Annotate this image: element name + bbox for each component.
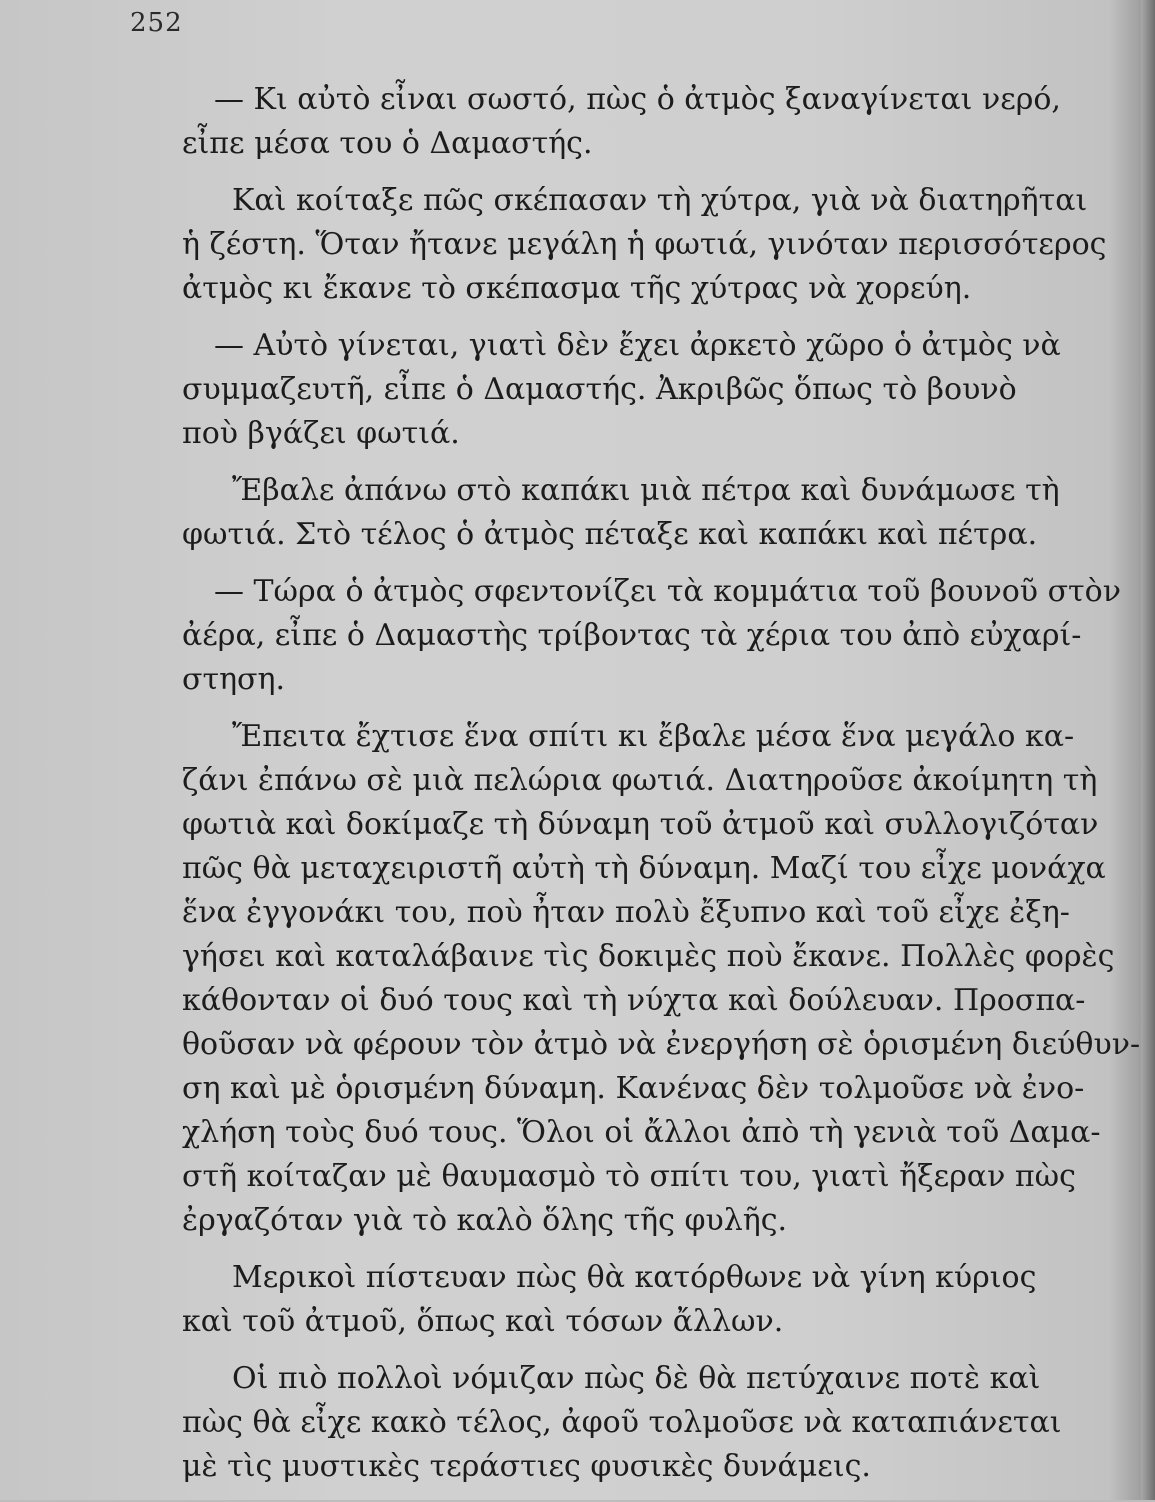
paragraph-8 — [132, 1357, 1062, 1489]
text-line: συμμαζευτῆ, εἶπε ὁ Δαμαστής. Ἀκριβῶς ὅπως τὸ βουνὸ — [182, 372, 1017, 407]
paragraph-5 — [132, 570, 1121, 702]
text-line: ἀέρα, εἶπε ὁ Δαμαστὴς τρίβοντας τὰ χέρια του ἀπὸ εὐχαρί- — [182, 618, 1082, 653]
page-number: 252 — [130, 8, 183, 38]
text-line: Ἔβαλε ἀπάνω στὸ καπάκι μιὰ πέτρα καὶ δυνάμωσε τὴ — [232, 473, 1060, 508]
text-line: θοῦσαν νὰ φέρουν τὸν ἀτμὸ νὰ ἐνεργήση σὲ ὁρισμένη διεύθυν- — [182, 1027, 1141, 1062]
text-line: ποὺ βγάζει φωτιά. — [182, 416, 460, 451]
paragraph-7 — [132, 1256, 1037, 1344]
text-line: πὼς θὰ εἶχε κακὸ τέλος, ἀφοῦ τολμοῦσε νὰ καταπιάνεται — [182, 1405, 1062, 1440]
text-line: Καὶ κοίταξε πῶς σκέπασαν τὴ χύτρα, γιὰ νὰ διατηρῆται — [232, 183, 1088, 218]
paragraph-3 — [132, 324, 1061, 456]
paragraph-4 — [132, 469, 1060, 557]
text-line: χλήση τοὺς δυό τους. Ὅλοι οἱ ἄλλοι ἀπὸ τὴ γενιὰ τοῦ Δαμα- — [182, 1115, 1101, 1150]
text-line: ἕνα ἐγγονάκι του, ποὺ ἦταν πολὺ ἔξυπνο καὶ τοῦ εἶχε ἐξη- — [182, 895, 1070, 930]
text-line: φωτιά. Στὸ τέλος ὁ ἀτμὸς πέταξε καὶ καπάκι καὶ πέτρα. — [182, 517, 1038, 552]
text-line: Ἔπειτα ἔχτισε ἕνα σπίτι κι ἔβαλε μέσα ἕνα μεγάλο κα- — [232, 719, 1075, 754]
text-line: ἡ ζέστη. Ὅταν ἤτανε μεγάλη ἡ φωτιά, γινόταν περισσότερος — [182, 227, 1107, 262]
paragraph-2 — [132, 179, 1107, 311]
text-line: φωτιὰ καὶ δοκίμαζε τὴ δύναμη τοῦ ἀτμοῦ καὶ συλλογιζόταν — [182, 807, 1099, 842]
text-line: γήσει καὶ καταλάβαινε τὶς δοκιμὲς ποὺ ἔκανε. Πολλὲς φορὲς — [182, 939, 1115, 974]
text-line: ση καὶ μὲ ὁρισμένη δύναμη. Κανένας δὲν τολμοῦσε νὰ ἐνο- — [182, 1071, 1085, 1106]
text-line: πῶς θὰ μεταχειριστῆ αὐτὴ τὴ δύναμη. Μαζί του εἶχε μονάχα — [182, 851, 1106, 886]
text-line: ἐργαζόταν γιὰ τὸ καλὸ ὅλης τῆς φυλῆς. — [182, 1203, 788, 1238]
text-line: καὶ τοῦ ἀτμοῦ, ὅπως καὶ τόσων ἄλλων. — [182, 1304, 784, 1339]
text-line: κάθονταν οἱ δυό τους καὶ τὴ νύχτα καὶ δούλευαν. Προσπα- — [182, 983, 1086, 1018]
text-line: — Αὐτὸ γίνεται, γιατὶ δὲν ἔχει ἀρκετὸ χῶρο ὁ ἀτμὸς νὰ — [214, 328, 1061, 363]
text-line: — Κι αὐτὸ εἶναι σωστό, πὼς ὁ ἀτμὸς ξαναγίνεται νερό, — [214, 82, 1061, 117]
text-line: μὲ τὶς μυστικὲς τεράστιες φυσικὲς δυνάμεις. — [182, 1449, 871, 1484]
text-line: Οἱ πιὸ πολλοὶ νόμιζαν πὼς δὲ θὰ πετύχαινε ποτὲ καὶ — [232, 1361, 1041, 1396]
text-line: ἀτμὸς κι ἔκανε τὸ σκέπασμα τῆς χύτρας νὰ χορεύη. — [182, 271, 972, 306]
text-line: ζάνι ἐπάνω σὲ μιὰ πελώρια φωτιά. Διατηροῦσε ἀκοίμητη τὴ — [182, 763, 1098, 798]
page-edge-shadow — [1141, 0, 1155, 1500]
text-line: εἶπε μέσα του ὁ Δαμαστής. — [182, 126, 593, 161]
paragraph-6 — [132, 715, 1141, 1243]
text-line: στῆ κοίταζαν μὲ θαυμασμὸ τὸ σπίτι του, γιατὶ ἤξεραν πὼς — [182, 1159, 1076, 1194]
text-line: Μερικοὶ πίστευαν πὼς θὰ κατόρθωνε νὰ γίνη κύριος — [232, 1260, 1037, 1295]
text-line: στηση. — [182, 662, 286, 697]
paragraph-1 — [132, 78, 1061, 166]
body-text — [132, 78, 1141, 1502]
text-line: — Τώρα ὁ ἀτμὸς σφεντονίζει τὰ κομμάτια τοῦ βουνοῦ στὸν — [214, 574, 1121, 609]
